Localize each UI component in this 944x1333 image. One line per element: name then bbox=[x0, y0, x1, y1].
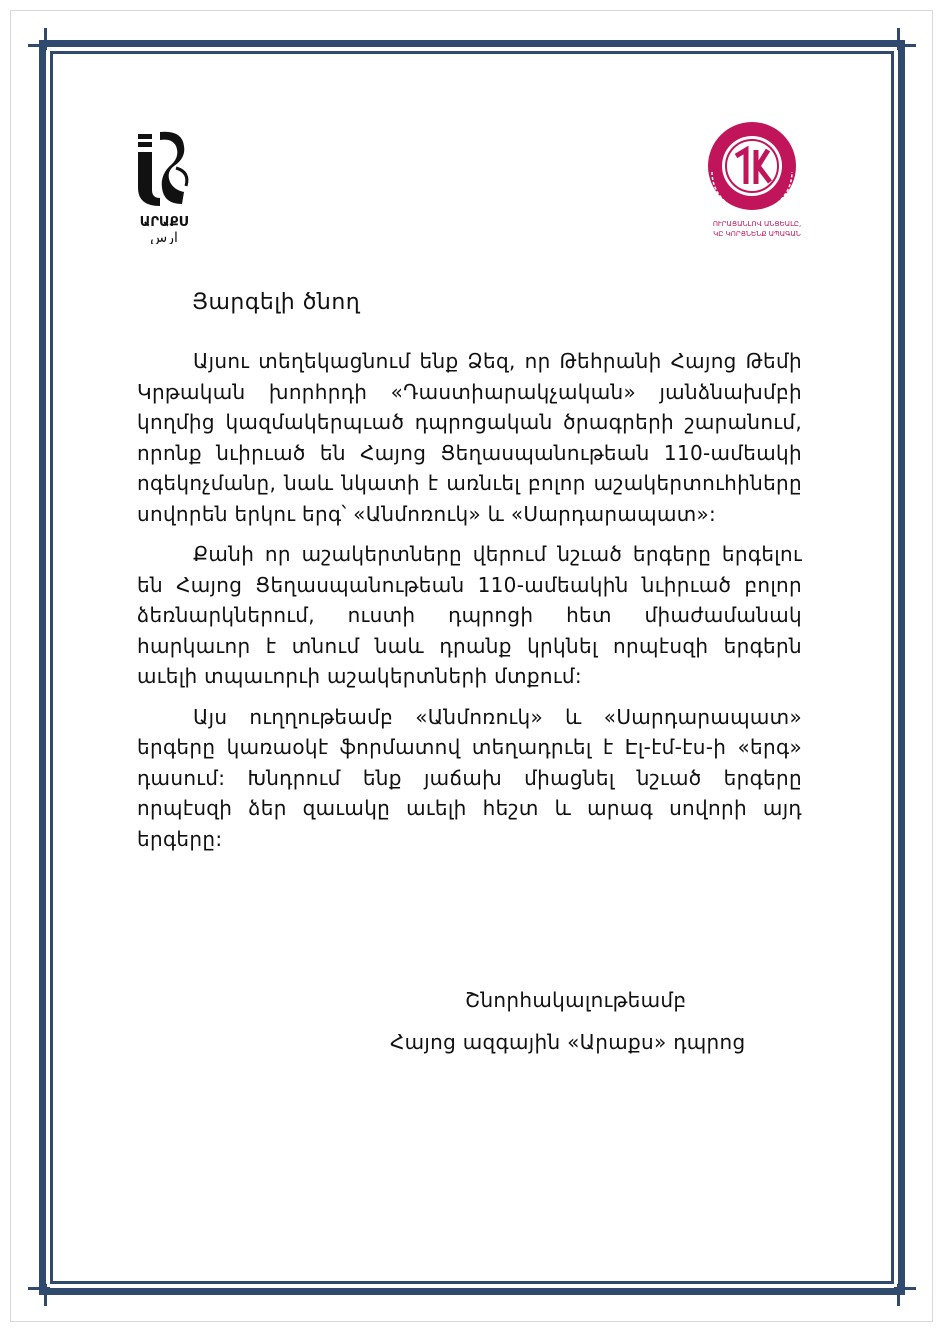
letter-signature: Հայոց ազգային «Արաքս» դպրոց bbox=[390, 1030, 746, 1054]
genocide-110-commemoration-logo bbox=[702, 120, 812, 238]
letter-paragraph-3: Այս ուղղութեամբ «Անմոռուկ» և «Սարդարապատ» երգերը կառաօկէ ֆորմատով տեղադրւել է Էլ-էմ-էս-ի «երգ» դասում: Խնդրում ենք յաճախ միացնել նշւած երգերը որպէսզի ձեր զաւակը աւելի հեշտ և արագ սովորի այդ երգերը: bbox=[137, 704, 802, 851]
svg-text:ارس: ارس bbox=[150, 230, 178, 244]
corner-ornament-bottom-right-vertical bbox=[897, 1284, 900, 1306]
araks-school-logo bbox=[130, 128, 198, 244]
letter-paragraph-1: Այսու տեղեկացնում ենք Ձեզ, որ Թեհրանի Հայոց Թեմի Կրթական խորհրդի «Դաստիարակչական» յանձնախմբի կողմից կազմակերպւած դպրոցական ծրագրերի շարանում, որոնք նւիրւած են Հայոց Ցեղասպանութեան 110-ամեակի ոգեկոչմանը, նաև նկատի է առնւել բոլոր աշակերտուհիները սովորեն երկու երգ՝ «Անմոռուկ» և «Սարդարապատ»: bbox=[137, 349, 802, 526]
letter-salutation: Յարգելի ծնող bbox=[192, 290, 361, 315]
letter-closing: Շնորհակալութեամբ bbox=[465, 988, 687, 1012]
logo-tagline-line2: ԿԸ ԿՈՐՑՆԵՆՔ ԱՊԱԳԱՆ bbox=[713, 230, 801, 238]
corner-ornament-top-right-vertical bbox=[897, 28, 900, 50]
letter-paragraph-2: Քանի որ աշակերտները վերում նշւած երգերը երգելու են Հայոց Ցեղասպանութեան 110-ամեակին նւիրւած բոլոր ձեռնարկներում, ուստի դպրոցի հետ միաժամանակ հարկաւոր է տնում նաև դրանք կրկնել որպէսզի երգերն աւելի տպաւորւի աշակերտների մտքում: bbox=[137, 542, 802, 688]
corner-ornament-bottom-left-vertical bbox=[44, 1284, 47, 1306]
letter-body bbox=[137, 346, 802, 864]
svg-text:ԱՐԱՔՍ: ԱՐԱՔՍ bbox=[139, 215, 189, 230]
corner-ornament-top-left-vertical bbox=[44, 28, 47, 50]
logo-tagline-line1: ՈՒՐԱՑԱՆԼՈՎ ԱՆՑԵԱԼԸ, bbox=[712, 220, 802, 228]
